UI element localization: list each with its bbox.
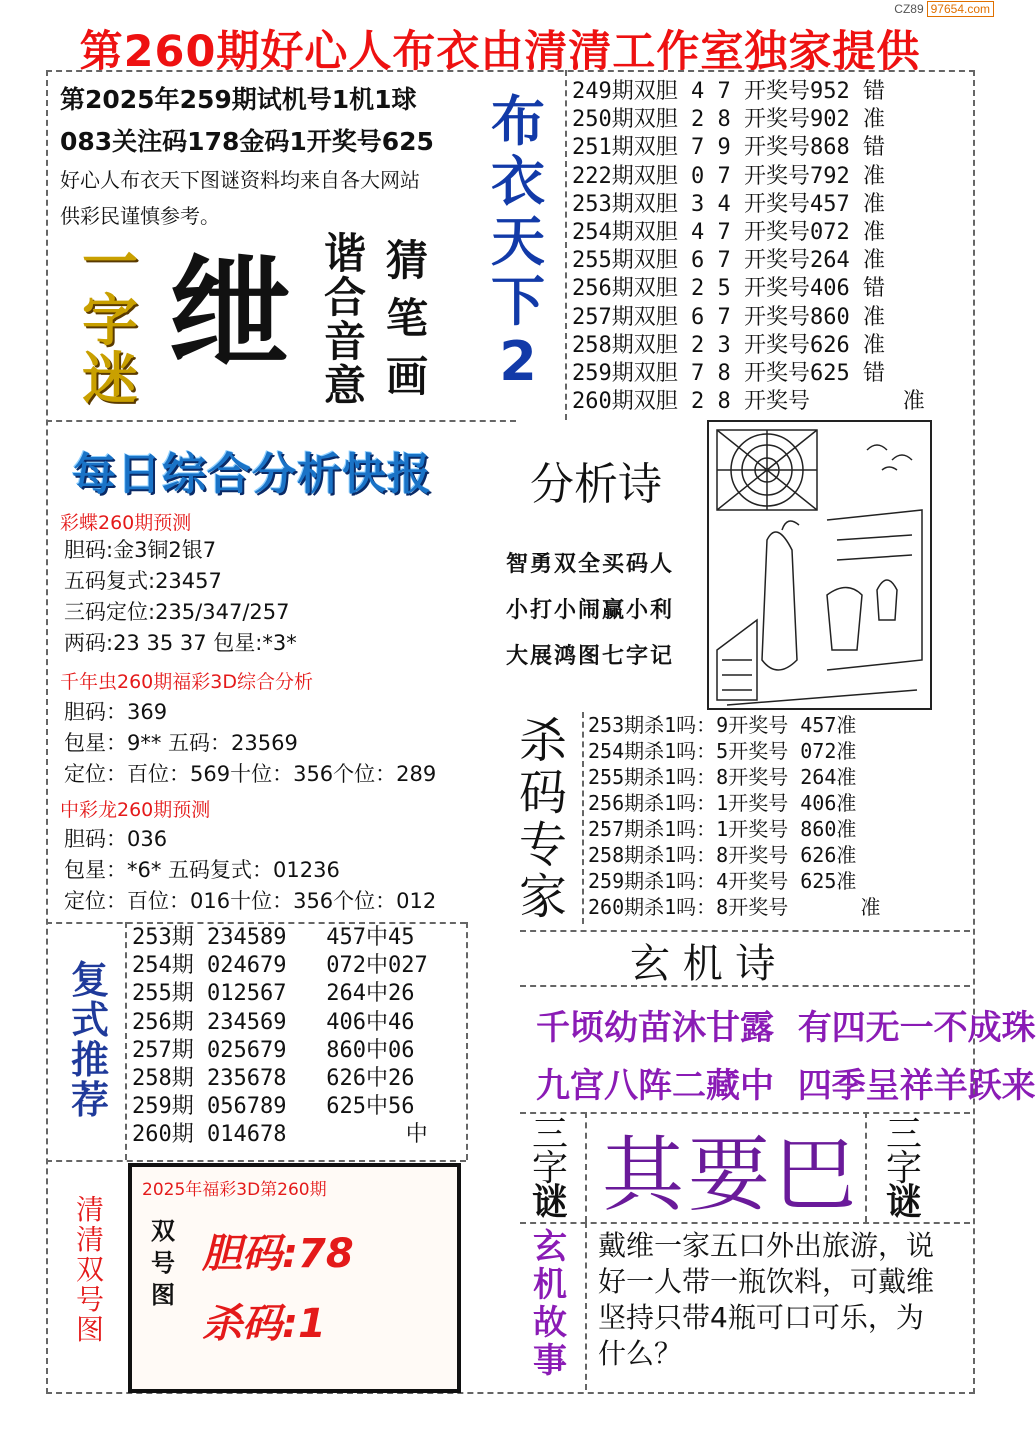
table-row: 258期杀1吗：8开奖号 626准 — [588, 843, 857, 867]
table-row: 258期 235678 626中26 — [132, 1066, 415, 1092]
zcl-lines: 胆码：036 包星：*6* 五码复式：01236 定位：百位：016十位：356个位：012 — [64, 827, 437, 913]
table-row: 255期 012567 264中26 — [132, 981, 415, 1007]
table-row: 259期 056789 625中56 — [132, 1094, 415, 1120]
table-row: 259期双胆 7 8 开奖号625 错 — [572, 361, 886, 387]
header-note2: 供彩民谨慎参考。 — [60, 204, 220, 228]
riddle-one-label: 一 字 迷 — [82, 231, 138, 412]
poem-lines: 智勇双全买码人 小打小闹赢小利 大展鸿图七字记 — [506, 552, 675, 669]
story-text: 戴维一家五口外出旅游，说好一人带一瓶饮料，可戴维坚持只带4瓶可口可乐，为什么？ — [598, 1229, 935, 1370]
poem-title: 分析诗 — [530, 459, 662, 510]
kill-expert-table — [588, 712, 933, 920]
table-row: 260期杀1吗：8开奖号 准 — [588, 895, 881, 919]
divider — [46, 420, 516, 422]
riddle-one-hint-col1: 谐 合 音 意 — [323, 229, 366, 410]
table-row: 257期杀1吗：1开奖号 860准 — [588, 817, 857, 841]
table-row: 222期双胆 0 7 开奖号792 准 — [572, 163, 886, 189]
caidie-lines: 胆码:金3铜2银7 五码复式:23457 三码定位:235/347/257 两码:23 35 37 包星:*3* — [64, 538, 297, 655]
divider — [520, 985, 970, 987]
table-row: 254期双胆 4 7 开奖号072 准 — [572, 220, 886, 246]
table-row: 249期双胆 4 7 开奖号952 错 — [572, 79, 886, 104]
divider — [520, 1222, 970, 1224]
qnc-heading: 千年虫260期福彩3D综合分析 — [60, 671, 313, 693]
compound-label: 复 式 推 荐 — [70, 957, 109, 1122]
table-row: 253期杀1吗：9开奖号 457准 — [588, 713, 857, 737]
riddle-three-label-left: 三 字 谜 — [531, 1114, 568, 1223]
header-note1: 好心人布衣天下图谜资料均来自各大网站 — [60, 168, 420, 192]
table-row: 254期 024679 072中027 — [132, 953, 428, 979]
header-line1: 第2025年259期试机号1机1球 — [60, 85, 417, 114]
card-title: 2025年福彩3D第260期 — [142, 1180, 327, 1200]
divider — [46, 1160, 466, 1162]
riddle-one-hint-col2: 猜 笔 画 — [385, 236, 428, 401]
divider — [865, 1112, 867, 1222]
table-row: 257期双胆 6 7 开奖号860 准 — [572, 304, 886, 330]
table-row: 256期 234569 406中46 — [132, 1009, 415, 1035]
compound-table — [132, 924, 464, 1150]
center-divider — [565, 70, 567, 420]
divider — [585, 1222, 587, 1390]
table-row: 253期 234589 457中45 — [132, 925, 415, 950]
caidie-heading: 彩蝶260期预测 — [60, 512, 192, 534]
xuanji-line2: 九宫八阵二藏中 四季呈祥羊跃来 — [536, 1066, 1036, 1106]
zcl-heading: 中彩龙260期预测 — [60, 799, 211, 821]
brand-vertical: 布 衣 天 下 2 — [491, 90, 545, 393]
divider — [466, 922, 468, 1160]
divider — [582, 712, 584, 924]
table-row: 255期杀1吗：8开奖号 264准 — [588, 765, 857, 789]
riddle-three-label-right: 三 字 谜 — [885, 1114, 922, 1223]
card-sha: 杀码:1 — [202, 1301, 326, 1347]
page-title: 第260期好心人布衣由清清工作室独家提供 — [79, 27, 921, 77]
table-row: 256期双胆 2 5 开奖号406 错 — [572, 276, 886, 302]
xuanji-line1: 千顷幼苗沐甘露 有四无一不成珠 — [536, 1008, 1036, 1048]
table-row: 256期杀1吗：1开奖号 406准 — [588, 791, 857, 815]
riddle-three-text: 其要巴 — [602, 1128, 861, 1223]
table-row: 250期双胆 2 8 开奖号902 准 — [572, 107, 886, 133]
watermark-site: 97654.com — [927, 1, 994, 17]
table-row: 255期双胆 6 7 开奖号264 准 — [572, 248, 886, 274]
xuanji-title: 玄 机 诗 — [630, 941, 776, 987]
card-dan: 胆码:78 — [202, 1231, 354, 1277]
table-row: 253期双胆 3 4 开奖号457 准 — [572, 191, 886, 217]
divider — [585, 1112, 587, 1222]
daily-report-banner: 每日综合分析快报 — [72, 449, 432, 500]
table-row: 259期杀1吗：4开奖号 625准 — [588, 869, 857, 893]
divider — [125, 922, 127, 1160]
header-line2: 083关注码178金码1开奖号625 — [60, 127, 434, 156]
poem-illustration — [707, 420, 932, 710]
qingqing-card — [128, 1163, 461, 1393]
table-row: 260期 014678 中 — [132, 1122, 428, 1148]
double-gall-table — [572, 78, 967, 416]
qnc-lines: 胆码：369 包星：9** 五码：23569 定位：百位：569十位：356个位：289 — [64, 700, 437, 786]
table-row: 254期杀1吗：5开奖号 072准 — [588, 739, 857, 763]
table-row: 258期双胆 2 3 开奖号626 准 — [572, 332, 886, 358]
card-side-label: 双 号 图 — [151, 1217, 175, 1309]
riddle-one-char: 绁 — [170, 245, 290, 384]
story-label: 玄 机 故 事 — [533, 1227, 567, 1381]
kill-expert-label: 杀 码 专 家 — [518, 713, 567, 925]
qingqing-label: 清 清 双 号 图 — [75, 1193, 104, 1346]
table-row: 260期双胆 2 8 开奖号 准 — [572, 389, 925, 415]
watermark: CZ89 97654.com — [894, 2, 994, 16]
table-row: 257期 025679 860中06 — [132, 1037, 415, 1063]
table-row: 251期双胆 7 9 开奖号868 错 — [572, 135, 886, 161]
